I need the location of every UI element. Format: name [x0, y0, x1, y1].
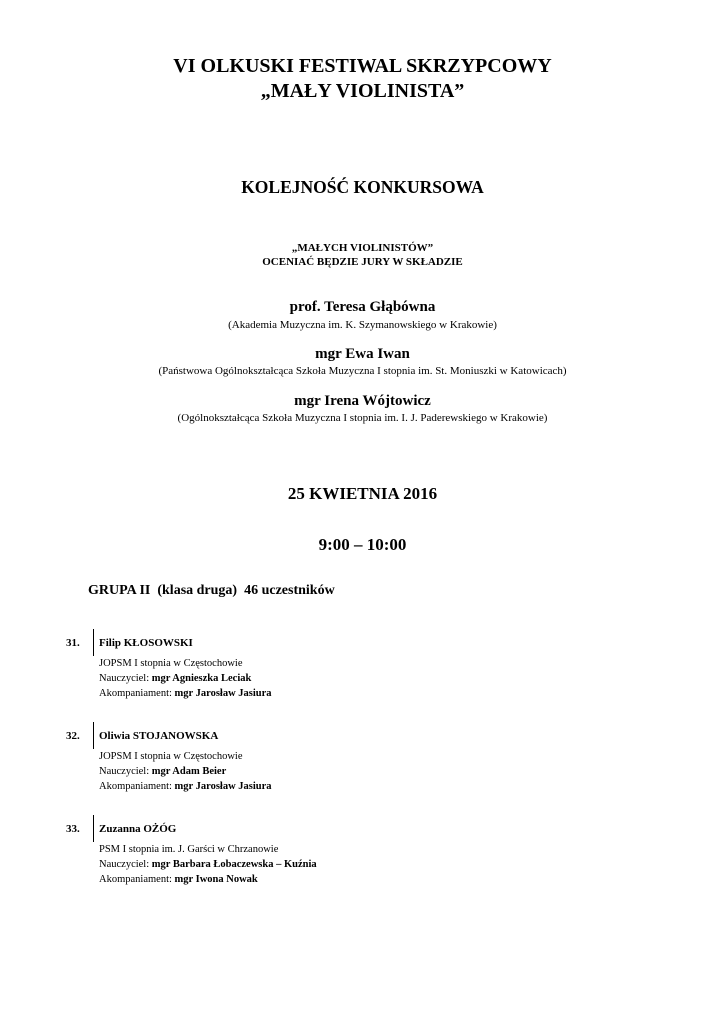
participant-divider	[93, 629, 94, 656]
participant-teacher-line	[99, 858, 317, 872]
teacher-label: Nauczyciel:	[99, 859, 150, 870]
participant-teacher-line	[99, 672, 251, 686]
participant-accompanist-line	[99, 687, 272, 701]
participant-entry	[0, 822, 725, 902]
teacher-label: Nauczyciel:	[99, 673, 150, 684]
accompanist-label: Akompaniament:	[99, 874, 172, 885]
jury-member-name: mgr Irena Wójtowicz	[294, 393, 431, 409]
participant-number: 31.	[66, 637, 80, 649]
jury-intro-line1: „MAŁYCH VIOLINISTÓW”	[291, 242, 434, 254]
participant-entry	[0, 636, 725, 716]
participant-number: 32.	[66, 730, 80, 742]
participant-teacher-line	[99, 765, 226, 779]
participant-number: 33.	[66, 823, 80, 835]
teacher-name: mgr Agnieszka Leciak	[151, 673, 252, 684]
participant-accompanist-line	[99, 780, 272, 794]
festival-subtitle: „MAŁY VIOLINISTA”	[260, 80, 465, 102]
accompanist-name: mgr Iwona Nowak	[174, 874, 258, 885]
festival-title: VI OLKUSKI FESTIWAL SKRZYPCOWY	[173, 55, 552, 77]
group-label: GRUPA II (klasa druga) 46 uczestników	[88, 583, 335, 598]
participant-divider	[93, 722, 94, 749]
jury-member-institution: (Akademia Muzyczna im. K. Szymanowskiego w Krakowie)	[228, 319, 497, 331]
participant-entry	[0, 729, 725, 809]
teacher-label: Nauczyciel:	[99, 766, 150, 777]
competition-date: 25 KWIETNIA 2016	[287, 484, 438, 503]
accompanist-name: mgr Jarosław Jasiura	[174, 781, 272, 792]
jury-member-name: prof. Teresa Głąbówna	[289, 299, 436, 315]
participant-school: PSM I stopnia im. J. Garści w Chrzanowie	[99, 844, 279, 855]
participant-school: JOPSM I stopnia w Częstochowie	[99, 751, 243, 762]
jury-member-name: mgr Ewa Iwan	[315, 346, 410, 362]
jury-intro-line2: OCENIAĆ BĘDZIE JURY W SKŁADZIE	[262, 256, 463, 268]
jury-member-institution: (Państwowa Ogólnokształcąca Szkoła Muzyczna I stopnia im. St. Moniuszki w Katowicach)	[158, 365, 567, 377]
teacher-name: mgr Adam Beier	[151, 766, 227, 777]
participant-accompanist-line	[99, 873, 258, 887]
accompanist-label: Akompaniament:	[99, 781, 172, 792]
accompanist-name: mgr Jarosław Jasiura	[174, 688, 272, 699]
section-title: KOLEJNOŚĆ KONKURSOWA	[241, 177, 484, 197]
participant-divider	[93, 815, 94, 842]
competition-time: 9:00 – 10:00	[318, 535, 407, 554]
accompanist-label: Akompaniament:	[99, 688, 172, 699]
participant-name: Filip KŁOSOWSKI	[99, 637, 193, 649]
participant-name: Zuzanna OŻÓG	[99, 823, 177, 835]
participant-name: Oliwia STOJANOWSKA	[99, 730, 219, 742]
participant-school: JOPSM I stopnia w Częstochowie	[99, 658, 243, 669]
jury-member-institution: (Ogólnokształcąca Szkoła Muzyczna I stopnia im. I. J. Paderewskiego w Krakowie)	[177, 412, 548, 424]
teacher-name: mgr Barbara Łobaczewska – Kuźnia	[151, 859, 317, 870]
